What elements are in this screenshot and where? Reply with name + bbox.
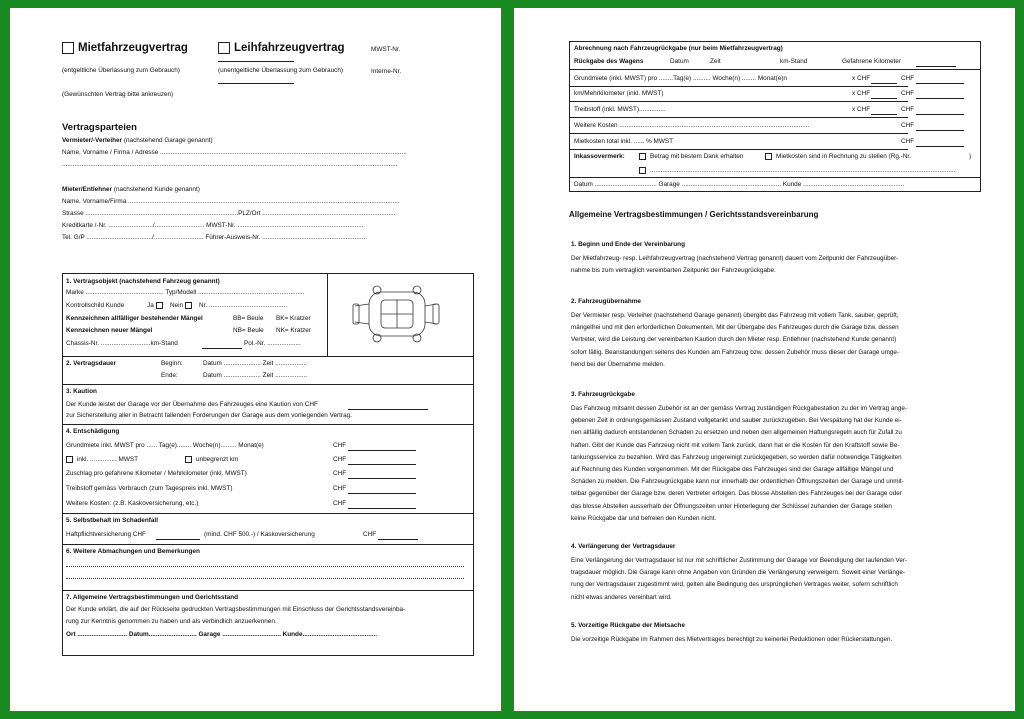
beginn-datum-zeit-field[interactable]: Datum ..................... Zeit ..................: [203, 360, 308, 367]
divider: [63, 544, 473, 545]
abrechnung-signature-row[interactable]: Datum ................................... Garage ........................................................ Kunde .........................................................: [574, 181, 905, 188]
miet-subtitle: (entgeltliche Überlassung zum Gebrauch): [62, 67, 180, 74]
km-chf: CHF: [901, 90, 915, 97]
other-checkbox[interactable]: [639, 167, 646, 174]
mieter-name-field[interactable]: Name, Vorname/Firma .........................................................................................................................................................: [62, 198, 400, 205]
ende-datum-zeit-field[interactable]: Datum ..................... Zeit ..................: [203, 372, 308, 379]
km-row-label: km/Mehrkilometer (inkl. MWST): [574, 90, 664, 97]
zuschlag-label: Zuschlag pro gefahrene Kilometer / Mehrkilometer (inkl. MWST): [66, 470, 247, 477]
km-stand-line[interactable]: [202, 348, 242, 349]
signature-row[interactable]: Ort ............................ Datum........................... Garage ................................. Kunde..........................................: [66, 631, 378, 638]
kaution-text-2: zur Sicherstellung aller in Betracht fallenden Forderungen der Garage aus dem vorliegenden Vertrag.: [66, 412, 352, 419]
chassis-field[interactable]: Chassis-Nr. ............................km-Stand: [66, 340, 178, 347]
grundmiete-xchf: x CHF: [852, 75, 871, 82]
ja-checkbox[interactable]: [156, 302, 163, 309]
divider: [63, 513, 473, 514]
treibstoff-chf-label: CHF: [333, 485, 347, 492]
section-7-title: 7. Allgemeine Vertragsbestimmungen und Gerichtsstand: [66, 594, 238, 601]
nr-field[interactable]: Nr. ............................................: [199, 302, 288, 309]
agb-h1: 1. Beginn und Ende der Vereinbarung: [571, 241, 685, 248]
marke-field[interactable]: Marke ............................................ Typ/Modell ............................................................: [66, 289, 305, 296]
divider: [63, 590, 473, 591]
total-line[interactable]: [916, 146, 964, 147]
inkl-chf-label: CHF: [333, 456, 347, 463]
contract-form-box: [62, 273, 474, 656]
haftpflicht-line[interactable]: [156, 539, 200, 540]
agb-heading: Allgemeine Vertragsbestimmungen / Gerichtsstandsvereinbarung: [569, 210, 819, 219]
haftpflicht-label: Haftpflichtversicherung CHF: [66, 531, 146, 538]
gefahrene-km-label: Gefahrene Kilometer: [842, 58, 901, 65]
agb-h3: 3. Fahrzeugrückgabe: [571, 391, 635, 398]
leihfahrzeug-checkbox[interactable]: [218, 42, 230, 54]
km-total-line[interactable]: [916, 98, 964, 99]
datum-col-label: Datum: [670, 58, 689, 65]
mietfahrzeug-title: Mietfahrzeugvertrag: [78, 42, 188, 54]
bemerkungen-line-2[interactable]: [66, 578, 464, 579]
bemerkungen-line-1[interactable]: [66, 566, 464, 567]
vertragsparteien-heading: Vertragsparteien: [62, 122, 137, 133]
vermieter-note: (nachstehend Garage genannt): [123, 137, 213, 144]
contract-front-page: [10, 8, 501, 711]
zuschlag-chf-line[interactable]: [348, 478, 416, 479]
ankreuzen-note: (Gewünschten Vertrag bitte ankreuzen): [62, 91, 174, 98]
mietfahrzeug-checkbox[interactable]: [62, 42, 74, 54]
grundmiete-rate-line[interactable]: [871, 83, 897, 84]
km-rate-line[interactable]: [871, 98, 897, 99]
kasko-chf-label: CHF: [363, 531, 377, 538]
section-4-title: 4. Entschädigung: [66, 428, 120, 435]
agb-h2: 2. Fahrzeugübernahme: [571, 298, 641, 305]
km-xchf: x CHF: [852, 90, 871, 97]
divider: [570, 69, 980, 70]
kreditkarte-field[interactable]: Kreditkarte /-Nr. ........................./............................ MWST-Nr. .......................................................................: [62, 222, 364, 229]
car-panel-divider: [327, 274, 328, 356]
agb-p1: Der Mietfahrzeug- resp. Leihfahrzeugvertrag (nachstehend Vertrag genannt) dauert vom Zeitpunkt der Fahrzeugüber- nahme bis zum vertraglich vereinbarten Zeitpunkt der Fahrzeugrückgabe.: [571, 255, 899, 275]
zeit-col-label: Zeit: [710, 58, 721, 65]
bk-legend: BK= Kratzer: [276, 315, 311, 322]
rueckgabe-label: Rückgabe des Wagens: [574, 58, 644, 65]
inkl-mwst-label: inkl. ............... MWST: [77, 456, 139, 463]
kmstand-col-label: km-Stand: [780, 58, 808, 65]
unbegrenzt-checkbox[interactable]: [185, 456, 192, 463]
inkasso-label: Inkassovermerk:: [574, 153, 625, 160]
agb-h4: 4. Verlängerung der Vertragsdauer: [571, 543, 676, 550]
maengel-label: Kennzeichnen allfälliger bestehender Mängel: [66, 315, 203, 322]
divider: [570, 149, 908, 150]
agb-p4: Eine Verlängerung der Vertragsdauer ist nur mit schriftlicher Zustimmung der Garage vor Beendigung der laufenden Ver- tragsdauer möglich. Die Garage kann ohne Angaben von Gründen die Verlängerung verweigern. Soweit einer Verlänge- rung der Vertragsdauer zugestimmt wird, gelten alle Bedingung des ursprünglichen Vertrages weiter, sofern schriftlich nicht etwas anderes vereinbart wird.: [571, 557, 908, 601]
section-7-text-2: rung zur Kenntnis genommen zu haben und als verbindlich anzuerkennen.: [66, 618, 277, 625]
weitere-kosten-label: Weitere Kosten: (z.B. Kaskoversicherung, etc.): [66, 500, 199, 507]
divider: [63, 356, 473, 357]
weitere-chf-label: CHF: [333, 500, 347, 507]
vermieter-label: Vermieter/-Verleiher: [62, 137, 123, 144]
total-row-label: Mietkosten total inkl. ...... % MWST: [574, 138, 674, 145]
section-1-title: 1. Vertragsobjekt (nachstehend Fahrzeug genannt): [66, 278, 220, 285]
inkl-mwst-checkbox[interactable]: [66, 456, 73, 463]
weitere-chf: CHF: [901, 122, 915, 129]
dank-label: Betrag mit bestem Dank erhalten: [650, 153, 744, 160]
nein-checkbox[interactable]: [185, 302, 192, 309]
kaution-amount-line[interactable]: [348, 409, 428, 410]
zuschlag-chf-label: CHF: [333, 470, 347, 477]
nb-legend: NB= Beule: [233, 327, 264, 334]
inkasso-dotline[interactable]: ............................................................................................................................................................................: [650, 167, 956, 174]
divider: [63, 424, 473, 425]
bb-legend: BB= Beule: [233, 315, 264, 322]
total-chf: CHF: [901, 138, 915, 145]
strasse-plz-field[interactable]: Strasse ......................................................................................PLZ/Ort ...........................................................................: [62, 210, 396, 217]
section-7-text-1: Der Kunde erklärt, die auf der Rückseite gedruckten Vertragsbestimmungen mit Einschluss der Gerichtsstandsvereinba-: [66, 606, 406, 613]
treibstoff-rate-line[interactable]: [871, 114, 897, 115]
mieter-label: Mieter/Entlehner: [62, 186, 113, 193]
agb-p3: Das Fahrzeug mitsamt dessen Zubehör ist an der gemäss Vertrag zuständigen Rückgabestation zu der im Vertrag ange- gebenen Zeit in ordnungsgemässen Zustand vollgetankt und sauber zurückzugeben. Bei Verspätung hat der Kunde ei- nen allfällig dadurch entstandenen Schaden zu ersetzen und neben den allgemeinen Haftungsregeln auch für Zufall zu haften. Gibt der Kunde das Fahrzeug nicht mit vollem Tank zurück, dann hat er die Kosten für den Kraftstoff sowie Be- tankungsservice zu bezahlen. Wird das Fahrzeug ungereinigt zurückgegeben, so werden dafür notwendige Tätigkeiten auf Rechnung des Kunden vorgenommen. Mit der Rückgabe des Fahrzeuges sind der Garage allfällige Mängel und Schäden zu melden. Die Fahrzeugrückgabe kann nur innerhalb der ordentlichen Öffnungszeiten der Garage und unmit- telbar gegenüber der Garage bzw. deren Vertreter erfolgen. Das blosse Abstellen des Fahrzeuges bei der Garage oder das blosse Abstellen ausserhalb der Öffnungszeiten unter Hinterlegung der Schlüssel zuhanden der Garage stellen keine Rückgabe dar und befreien den Kunden nicht.: [571, 405, 908, 522]
section-6-title: 6. Weitere Abmachungen und Bemerkungen: [66, 548, 200, 555]
divider: [570, 177, 980, 178]
gefahrene-km-line[interactable]: [916, 66, 956, 67]
divider: [570, 86, 908, 87]
nein-label: Nein: [170, 302, 184, 309]
pol-nr-field[interactable]: Pol.-Nr. ...................: [244, 340, 301, 347]
kaution-text: Der Kunde leistet der Garage vor der Übernahme des Fahrzeuges eine Kaution von CHF: [66, 401, 318, 408]
abrechnung-box: [569, 41, 981, 192]
leihfahrzeug-title: Leihfahrzeugvertrag: [234, 42, 345, 54]
treibstoff-chf: CHF: [901, 106, 915, 113]
divider: [570, 133, 908, 134]
weitere-total-line[interactable]: [916, 130, 964, 131]
kasko-label: (mind. CHF 500.-) / Kaskoversicherung: [204, 531, 315, 538]
divider: [570, 117, 908, 118]
mieter-note: (nachstehend Kunde genannt): [113, 186, 200, 193]
section-2-title: 2. Vertragsdauer: [66, 360, 117, 367]
ende-label: Ende:: [161, 372, 178, 379]
ja-label: Ja: [147, 302, 154, 309]
kasko-chf-line[interactable]: [378, 539, 418, 540]
treibstoff-total-line[interactable]: [916, 114, 964, 115]
beginn-label: Beginn:: [161, 360, 183, 367]
interne-nr-label: Interne-Nr.: [371, 68, 402, 75]
treibstoff-row-label: Treibstoff (inkl. MWST)...............: [574, 106, 666, 113]
section-5-title: 5. Selbstbehalt im Schadenfall: [66, 517, 158, 524]
agb-p2: Der Vermieter resp. Verleiher (nachstehend Garage genannt) übergibt das Fahrzeug mit vollem Tank, sauber, geprüft, mängelfrei und mit den erforderlichen Dokumenten. Mit der Übergabe des Fahrzeuges durch die Garage bzw. dessen Vertreter, wird die Leistung der vereinbarten Kaution durch den Mieter resp. Entlehner (nachstehend Kunde genannt) sofort fällig. Beanstandungen seitens des Kunden am Fahrzeug bzw. dessen Zubehör muss dieser der Garage umge- hend bei der Übernahme melden.: [571, 312, 899, 368]
grundmiete-total-line[interactable]: [916, 83, 964, 84]
divider: [570, 101, 908, 102]
vermieter-extra-line[interactable]: .............................................................................................................................................................................................: [62, 161, 398, 168]
rechnung-label: Mietkosten sind in Rechnung zu stellen (Rg.-Nr.: [776, 153, 911, 160]
abrechnung-title: Abrechnung nach Fahrzeugrückgabe (nur beim Mietfahrzeugvertrag): [574, 45, 783, 52]
leih-underline: [218, 61, 294, 62]
grundmiete-label: Grundmiete inkl. MWST pro ...... Tag(e)........ Woche(n)......... Monat(e): [66, 442, 264, 449]
treibstoff-xchf: x CHF: [852, 106, 871, 113]
section-3-title: 3. Kaution: [66, 388, 97, 395]
dank-checkbox[interactable]: [639, 153, 646, 160]
leih-underline-2: [218, 83, 294, 84]
grundmiete-chf: CHF: [901, 75, 915, 82]
vermieter-name-field[interactable]: Name, Vorname / Firma / Adresse ...........................................................................................................................................: [62, 149, 407, 156]
telefon-field[interactable]: Tel. G/P ...................................../............................ Führer-Ausweis-Nr. ...........................................................: [62, 234, 367, 241]
grundmiete-row-label: Grundmiete (inkl. MWST) pro ........Tag(e) .......... Woche(n) ........ Monat(e)n: [574, 75, 787, 82]
nk-legend: NK= Kratzer: [276, 327, 311, 334]
neue-maengel-label: Kennzeichnen neuer Mängel: [66, 327, 153, 334]
agb-h5: 5. Vorzeitige Rückgabe der Mietsache: [571, 622, 685, 629]
leih-subtitle: (unentgeltliche Überlassung zum Gebrauch): [218, 67, 344, 74]
grundmiete-chf-label: CHF: [333, 442, 347, 449]
weitere-row-label: Weitere Kosten ...........................................................................................................: [574, 122, 810, 129]
contract-back-page: [514, 8, 1015, 711]
kontrollschild-label: Kontrollschild Kunde: [66, 302, 125, 309]
grundmiete-chf-line[interactable]: [348, 450, 416, 451]
treibstoff-chf-line[interactable]: [348, 493, 416, 494]
unbegrenzt-label: unbegrenzt km: [196, 456, 239, 463]
inkl-chf-line[interactable]: [348, 464, 416, 465]
rechnung-paren: ): [969, 153, 972, 160]
weitere-chf-line[interactable]: [348, 508, 416, 509]
agb-p5: Die vorzeitige Rückgabe im Rahmen des Mietvertrages berechtigt zu keinerlei Reduktionen oder Rückerstattungen.: [571, 636, 893, 643]
car-diagram-icon: [351, 284, 441, 344]
rechnung-checkbox[interactable]: [765, 153, 772, 160]
mwst-nr-label: MWST-Nr.: [371, 46, 401, 53]
divider: [63, 384, 473, 385]
treibstoff-label: Treibstoff gemäss Verbrauch (zum Tagespreis inkl. MWST): [66, 485, 233, 492]
